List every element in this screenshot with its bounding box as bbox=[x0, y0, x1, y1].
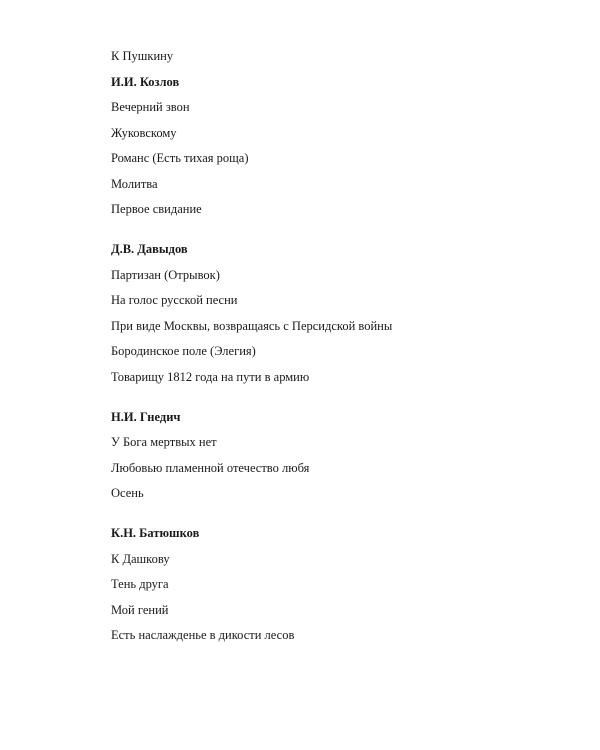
poem-title: Бородинское поле (Элегия) bbox=[111, 344, 256, 358]
poem-title: Есть наслажденье в дикости лесов bbox=[111, 628, 295, 642]
section-pushkin bbox=[111, 49, 551, 217]
poem-title: Товарищу 1812 года на пути в армию bbox=[111, 369, 310, 384]
author-heading: Н.И. Гнедич bbox=[111, 409, 181, 424]
poem-title: К Дашкову bbox=[111, 551, 170, 566]
poem-title: Тень друга bbox=[111, 577, 169, 591]
poem-list bbox=[111, 49, 551, 654]
poem-title: Жуковскому bbox=[111, 125, 177, 140]
poem-title: У Бога мертвых нет bbox=[111, 435, 217, 449]
author-heading: К.Н. Батюшков bbox=[111, 526, 200, 540]
poem-title: Вечерний звон bbox=[111, 100, 190, 114]
section-davydov bbox=[111, 242, 551, 385]
poem-title: Первое свидание bbox=[111, 202, 202, 216]
poem-title: Любовью пламенной отечество любя bbox=[111, 460, 310, 475]
poem-title: На голос русской песни bbox=[111, 293, 238, 307]
poem-title: Молитва bbox=[111, 176, 158, 191]
section-gnedich bbox=[111, 410, 551, 502]
author-heading: И.И. Козлов bbox=[111, 74, 180, 89]
poem-title: Партизан (Отрывок) bbox=[111, 267, 220, 282]
author-heading: Д.В. Давыдов bbox=[111, 242, 188, 256]
section-batyushkov bbox=[111, 526, 551, 643]
poem-title: Мой гений bbox=[111, 602, 169, 617]
poem-title: При виде Москвы, возвращаясь с Персидской войны bbox=[111, 318, 393, 333]
poem-title: Романс (Есть тихая роща) bbox=[111, 151, 249, 165]
poem-title: К Пушкину bbox=[111, 49, 174, 63]
poem-title: Осень bbox=[111, 486, 144, 500]
